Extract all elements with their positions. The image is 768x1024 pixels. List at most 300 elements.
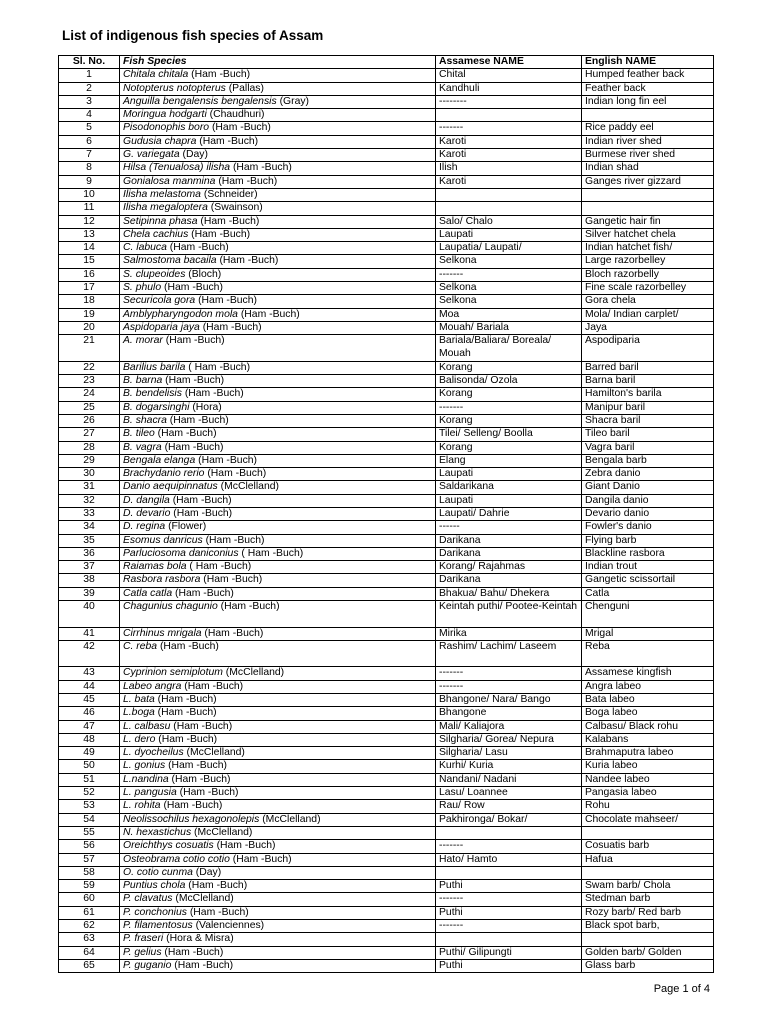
species-authority: (Ham -Buch): [216, 840, 276, 852]
assamese-name-cell: Puthi: [436, 906, 582, 919]
english-name-cell: Blackline rasbora: [582, 547, 714, 560]
assamese-name-cell: Korang: [436, 441, 582, 454]
scientific-name: L. dero: [123, 733, 156, 745]
species-authority: (Ham -Buch): [188, 880, 248, 892]
serial-number-cell: 64: [59, 946, 120, 959]
english-name-cell: Barna baril: [582, 375, 714, 388]
scientific-name: Gudusia chapra: [123, 135, 197, 147]
table-row: [59, 707, 714, 720]
table-row: [59, 959, 714, 972]
table-header-row: [59, 56, 714, 69]
serial-number-cell: 45: [59, 693, 120, 706]
table-row: [59, 82, 714, 95]
serial-number-cell: 63: [59, 933, 120, 946]
species-cell: [120, 840, 436, 853]
assamese-name-cell: Silgharia/ Gorea/ Nepura: [436, 733, 582, 746]
species-authority: (Ham -Buch): [203, 574, 263, 586]
species-cell: [120, 228, 436, 241]
assamese-name-cell: Kurhi/ Kuria: [436, 760, 582, 773]
table-row: [59, 787, 714, 800]
species-authority: (Ham -Buch): [211, 122, 271, 134]
english-name-cell: Gangetic scissortail: [582, 574, 714, 587]
english-name-cell: Gangetic hair fin: [582, 215, 714, 228]
scientific-name: Barilius barila: [123, 361, 186, 373]
species-cell: [120, 760, 436, 773]
serial-number-cell: 21: [59, 335, 120, 362]
table-row: [59, 401, 714, 414]
scientific-name: Pisodonophis boro: [123, 122, 210, 134]
scientific-name: Chitala chitala: [123, 69, 189, 81]
assamese-name-cell: Karoti: [436, 135, 582, 148]
english-name-cell: Large razorbelley: [582, 255, 714, 268]
species-authority: (McClelland): [262, 813, 321, 825]
assamese-name-cell: Bhakua/ Bahu/ Dhekera: [436, 587, 582, 600]
scientific-name: B. barna: [123, 375, 163, 387]
serial-number-cell: 35: [59, 534, 120, 547]
assamese-name-cell: Ilish: [436, 162, 582, 175]
table-row: [59, 255, 714, 268]
species-authority: (Bloch): [188, 268, 222, 280]
assamese-name-cell: Mouah/ Bariala: [436, 321, 582, 334]
serial-number-cell: 62: [59, 920, 120, 933]
serial-number-cell: 34: [59, 521, 120, 534]
species-cell: [120, 122, 436, 135]
serial-number-cell: 9: [59, 175, 120, 188]
species-authority: (Ham -Buch): [165, 335, 225, 347]
species-authority: ( Ham -Buch): [188, 361, 251, 373]
serial-number-cell: 5: [59, 122, 120, 135]
table-row: [59, 840, 714, 853]
assamese-name-cell: Laupati: [436, 494, 582, 507]
table-row: [59, 720, 714, 733]
scientific-name: Bengala elanga: [123, 454, 196, 466]
english-name-cell: Angra labeo: [582, 680, 714, 693]
serial-number-cell: 14: [59, 242, 120, 255]
serial-number-cell: 15: [59, 255, 120, 268]
assamese-name-cell: Lasu/ Loannee: [436, 787, 582, 800]
table-row: [59, 946, 714, 959]
table-row: [59, 481, 714, 494]
serial-number-cell: 7: [59, 149, 120, 162]
species-authority: (Ham -Buch): [157, 693, 217, 705]
species-cell: [120, 255, 436, 268]
species-cell: [120, 866, 436, 879]
scientific-name: Esomus danricus: [123, 534, 203, 546]
serial-number-cell: 13: [59, 228, 120, 241]
table-row: [59, 521, 714, 534]
species-cell: [120, 800, 436, 813]
assamese-name-cell: Silgharia/ Lasu: [436, 747, 582, 760]
serial-number-cell: 49: [59, 747, 120, 760]
scientific-name: Chagunius chagunio: [123, 601, 218, 613]
english-name-cell: Stedman barb: [582, 893, 714, 906]
table-row: [59, 282, 714, 295]
species-cell: [120, 920, 436, 933]
scientific-name: Salmostoma bacaila: [123, 255, 217, 267]
species-cell: [120, 441, 436, 454]
species-cell: [120, 773, 436, 786]
species-authority: (Pallas): [228, 82, 264, 94]
english-name-cell: Fine scale razorbelley: [582, 282, 714, 295]
english-name-cell: Rozy barb/ Red barb: [582, 906, 714, 919]
assamese-name-cell: Mali/ Kaliajora: [436, 720, 582, 733]
assamese-name-cell: Karoti: [436, 149, 582, 162]
species-authority: (Ham -Buch): [198, 454, 258, 466]
species-authority: (Ham -Buch): [202, 321, 262, 333]
english-name-cell: Barred baril: [582, 361, 714, 374]
serial-number-cell: 1: [59, 69, 120, 82]
scientific-name: C. reba: [123, 640, 158, 652]
page-number: Page 1 of 4: [653, 983, 710, 995]
scientific-name: B. dogarsinghi: [123, 401, 190, 413]
table-row: [59, 534, 714, 547]
scientific-name: P. filamentosus: [123, 920, 193, 932]
species-authority: (McClelland): [186, 747, 245, 759]
scientific-name: L.boga: [123, 707, 155, 719]
english-name-cell: [582, 188, 714, 201]
header-fish-species: Fish Species: [120, 56, 436, 69]
scientific-name: Neolissochilus hexagonolepis: [123, 813, 260, 825]
species-authority: (Ham -Buch): [240, 308, 300, 320]
species-authority: (Ham -Buch): [207, 468, 267, 480]
species-cell: [120, 135, 436, 148]
english-name-cell: Boga labeo: [582, 707, 714, 720]
scientific-name: Moringua hodgarti: [123, 109, 207, 121]
english-name-cell: [582, 866, 714, 879]
species-authority: (McClelland): [194, 826, 253, 838]
assamese-name-cell: Selkona: [436, 295, 582, 308]
fish-species-table: [58, 55, 714, 973]
english-name-cell: Zebra danio: [582, 468, 714, 481]
species-authority: (Ham -Buch): [204, 627, 264, 639]
scientific-name: Oreichthys cosuatis: [123, 840, 214, 852]
scientific-name: N. hexastichus: [123, 826, 192, 838]
table-row: [59, 468, 714, 481]
scientific-name: Notopterus notopterus: [123, 82, 226, 94]
species-authority: (Ham -Buch): [191, 228, 251, 240]
table-row: [59, 826, 714, 839]
serial-number-cell: 25: [59, 401, 120, 414]
assamese-name-cell: -------: [436, 893, 582, 906]
assamese-name-cell: Chital: [436, 69, 582, 82]
species-cell: [120, 733, 436, 746]
table-row: [59, 853, 714, 866]
species-cell: [120, 82, 436, 95]
species-authority: (Ham -Buch): [232, 162, 292, 174]
species-cell: [120, 508, 436, 521]
table-row: [59, 561, 714, 574]
scientific-name: L. pangusia: [123, 787, 177, 799]
english-name-cell: Mola/ Indian carplet/: [582, 308, 714, 321]
species-authority: (Hora & Misra): [166, 933, 234, 945]
table-row: [59, 813, 714, 826]
scientific-name: Labeo angra: [123, 680, 182, 692]
assamese-name-cell: Bariala/Baliara/ Boreala/ Mouah: [436, 335, 582, 362]
species-cell: [120, 481, 436, 494]
table-row: [59, 880, 714, 893]
species-authority: ( Ham -Buch): [189, 561, 252, 573]
assamese-name-cell: Laupati: [436, 468, 582, 481]
species-cell: [120, 428, 436, 441]
english-name-cell: Brahmaputra labeo: [582, 747, 714, 760]
assamese-name-cell: Laupatia/ Laupati/: [436, 242, 582, 255]
assamese-name-cell: Korang: [436, 361, 582, 374]
scientific-name: C. labuca: [123, 242, 167, 254]
species-cell: [120, 401, 436, 414]
scientific-name: P. conchonius: [123, 906, 187, 918]
scientific-name: Securicola gora: [123, 295, 196, 307]
assamese-name-cell: Darikana: [436, 574, 582, 587]
english-name-cell: Burmese river shed: [582, 149, 714, 162]
scientific-name: Anguilla bengalensis bengalensis: [123, 95, 277, 107]
species-authority: (Ham -Buch): [157, 707, 217, 719]
table-row: [59, 640, 714, 667]
species-authority: (Ham -Buch): [184, 388, 244, 400]
scientific-name: Osteobrama cotio cotio: [123, 853, 230, 865]
species-authority: (Ham -Buch): [169, 242, 229, 254]
species-cell: [120, 826, 436, 839]
species-cell: [120, 693, 436, 706]
english-name-cell: Indian hatchet fish/: [582, 242, 714, 255]
serial-number-cell: 28: [59, 441, 120, 454]
table-row: [59, 268, 714, 281]
english-name-cell: [582, 109, 714, 122]
species-authority: (Ham -Buch): [191, 69, 251, 81]
species-cell: [120, 720, 436, 733]
scientific-name: Gonialosa manmina: [123, 175, 216, 187]
serial-number-cell: 42: [59, 640, 120, 667]
species-authority: (Ham -Buch): [173, 508, 233, 519]
assamese-name-cell: Moa: [436, 308, 582, 321]
table-row: [59, 175, 714, 188]
serial-number-cell: 44: [59, 680, 120, 693]
species-authority: (Ham -Buch): [232, 853, 292, 865]
english-name-cell: Kuria labeo: [582, 760, 714, 773]
species-cell: [120, 268, 436, 281]
species-cell: [120, 95, 436, 108]
serial-number-cell: 59: [59, 880, 120, 893]
species-cell: [120, 561, 436, 574]
species-authority: (Chaudhuri): [209, 109, 265, 121]
english-name-cell: Manipur baril: [582, 401, 714, 414]
scientific-name: P. clavatus: [123, 893, 173, 905]
table-row: [59, 920, 714, 933]
species-authority: (Ham -Buch): [220, 601, 280, 613]
species-authority: (Ham -Buch): [168, 760, 227, 772]
assamese-name-cell: Laupati: [436, 228, 582, 241]
species-cell: [120, 707, 436, 720]
table-row: [59, 149, 714, 162]
species-cell: [120, 547, 436, 560]
table-row: [59, 428, 714, 441]
species-authority: (Ham -Buch): [158, 733, 218, 745]
serial-number-cell: 56: [59, 840, 120, 853]
english-name-cell: Aspodiparia: [582, 335, 714, 362]
scientific-name: Rasbora rasbora: [123, 574, 201, 586]
species-authority: (Valenciennes): [195, 920, 265, 932]
table-row: [59, 773, 714, 786]
scientific-name: Ilisha melastoma: [123, 188, 201, 200]
species-cell: [120, 521, 436, 534]
species-cell: [120, 893, 436, 906]
species-authority: (Ham -Buch): [165, 375, 225, 387]
table-row: [59, 295, 714, 308]
assamese-name-cell: -------: [436, 680, 582, 693]
scientific-name: Raiamas bola: [123, 561, 187, 573]
scientific-name: Catla catla: [123, 587, 173, 599]
species-authority: (Schneider): [203, 188, 258, 200]
table-row: [59, 135, 714, 148]
assamese-name-cell: Selkona: [436, 282, 582, 295]
species-cell: [120, 454, 436, 467]
species-cell: [120, 468, 436, 481]
english-name-cell: Ganges river gizzard: [582, 175, 714, 188]
scientific-name: B. vagra: [123, 441, 162, 453]
serial-number-cell: 29: [59, 454, 120, 467]
serial-number-cell: 8: [59, 162, 120, 175]
table-row: [59, 693, 714, 706]
assamese-name-cell: Mirika: [436, 627, 582, 640]
page-title: List of indigenous fish species of Assam: [62, 28, 324, 43]
english-name-cell: Pangasia labeo: [582, 787, 714, 800]
scientific-name: G. variegata: [123, 149, 180, 161]
header-english-name: English NAME: [582, 56, 714, 69]
species-authority: (Gray): [279, 95, 309, 107]
assamese-name-cell: Korang: [436, 388, 582, 401]
serial-number-cell: 58: [59, 866, 120, 879]
species-authority: (Day): [195, 866, 222, 878]
serial-number-cell: 12: [59, 215, 120, 228]
table-row: [59, 508, 714, 521]
scientific-name: D. regina: [123, 521, 166, 533]
species-authority: (Ham -Buch): [205, 534, 265, 546]
english-name-cell: Shacra baril: [582, 414, 714, 427]
assamese-name-cell: Laupati/ Dahrie: [436, 508, 582, 521]
table-row: [59, 906, 714, 919]
english-name-cell: Humped feather back: [582, 69, 714, 82]
table-row: [59, 866, 714, 879]
serial-number-cell: 37: [59, 561, 120, 574]
english-name-cell: Dangila danio: [582, 494, 714, 507]
english-name-cell: Assamese kingfish: [582, 667, 714, 680]
scientific-name: Hilsa (Tenualosa) ilisha: [123, 162, 231, 174]
species-cell: [120, 906, 436, 919]
assamese-name-cell: Darikana: [436, 534, 582, 547]
table-row: [59, 494, 714, 507]
table-row: [59, 242, 714, 255]
serial-number-cell: 41: [59, 627, 120, 640]
assamese-name-cell: [436, 826, 582, 839]
species-authority: (Ham -Buch): [171, 773, 231, 785]
species-authority: (Ham -Buch): [219, 255, 279, 267]
english-name-cell: Calbasu/ Black rohu: [582, 720, 714, 733]
scientific-name: L. bata: [123, 693, 155, 705]
species-cell: [120, 388, 436, 401]
english-name-cell: Indian long fin eel: [582, 95, 714, 108]
assamese-name-cell: Tilei/ Selleng/ Boolla: [436, 428, 582, 441]
assamese-name-cell: Darikana: [436, 547, 582, 560]
english-name-cell: [582, 202, 714, 215]
table-row: [59, 747, 714, 760]
assamese-name-cell: Pakhironga/ Bokar/: [436, 813, 582, 826]
assamese-name-cell: Bhangone/ Nara/ Bango: [436, 693, 582, 706]
species-authority: (Ham -Buch): [164, 441, 224, 453]
species-cell: [120, 627, 436, 640]
english-name-cell: [582, 933, 714, 946]
assamese-name-cell: -------: [436, 122, 582, 135]
serial-number-cell: 48: [59, 733, 120, 746]
scientific-name: P. guganio: [123, 959, 172, 971]
serial-number-cell: 61: [59, 906, 120, 919]
species-cell: [120, 69, 436, 82]
assamese-name-cell: [436, 188, 582, 201]
table-row: [59, 601, 714, 628]
table-row: [59, 587, 714, 600]
assamese-name-cell: Saldarikana: [436, 481, 582, 494]
species-authority: (Swainson): [210, 202, 263, 214]
english-name-cell: Giant Danio: [582, 481, 714, 494]
serial-number-cell: 24: [59, 388, 120, 401]
english-name-cell: Gora chela: [582, 295, 714, 308]
serial-number-cell: 31: [59, 481, 120, 494]
species-cell: [120, 149, 436, 162]
serial-number-cell: 51: [59, 773, 120, 786]
assamese-name-cell: -------: [436, 920, 582, 933]
species-cell: [120, 414, 436, 427]
assamese-name-cell: Selkona: [436, 255, 582, 268]
english-name-cell: Nandee labeo: [582, 773, 714, 786]
assamese-name-cell: Korang/ Rajahmas: [436, 561, 582, 574]
scientific-name: Amblypharyngodon mola: [123, 308, 238, 320]
table-row: [59, 95, 714, 108]
table-row: [59, 321, 714, 334]
serial-number-cell: 4: [59, 109, 120, 122]
english-name-cell: Vagra baril: [582, 441, 714, 454]
serial-number-cell: 30: [59, 468, 120, 481]
scientific-name: Chela cachius: [123, 228, 189, 240]
species-cell: [120, 680, 436, 693]
assamese-name-cell: Salo/ Chalo: [436, 215, 582, 228]
english-name-cell: Golden barb/ Golden: [582, 946, 714, 959]
english-name-cell: Bloch razorbelly: [582, 268, 714, 281]
assamese-name-cell: [436, 866, 582, 879]
assamese-name-cell: -------: [436, 667, 582, 680]
english-name-cell: Rohu: [582, 800, 714, 813]
species-cell: [120, 601, 436, 628]
assamese-name-cell: Rashim/ Lachim/ Laseem: [436, 640, 582, 667]
species-cell: [120, 282, 436, 295]
serial-number-cell: 36: [59, 547, 120, 560]
assamese-name-cell: Karoti: [436, 175, 582, 188]
serial-number-cell: 6: [59, 135, 120, 148]
species-authority: (Flower): [168, 521, 207, 533]
species-authority: (Ham -Buch): [164, 946, 224, 958]
scientific-name: D. devario: [123, 508, 171, 519]
scientific-name: Cyprinion semiplotum: [123, 667, 223, 679]
species-cell: [120, 640, 436, 667]
species-authority: (Ham -Buch): [199, 135, 259, 147]
english-name-cell: Hafua: [582, 853, 714, 866]
assamese-name-cell: Kandhuli: [436, 82, 582, 95]
table-row: [59, 800, 714, 813]
species-authority: (McClelland): [175, 893, 234, 905]
english-name-cell: Mrigal: [582, 627, 714, 640]
scientific-name: S. phulo: [123, 282, 162, 294]
scientific-name: L. gonius: [123, 760, 166, 772]
scientific-name: L. dyocheilus: [123, 747, 184, 759]
english-name-cell: Flying barb: [582, 534, 714, 547]
species-cell: [120, 787, 436, 800]
